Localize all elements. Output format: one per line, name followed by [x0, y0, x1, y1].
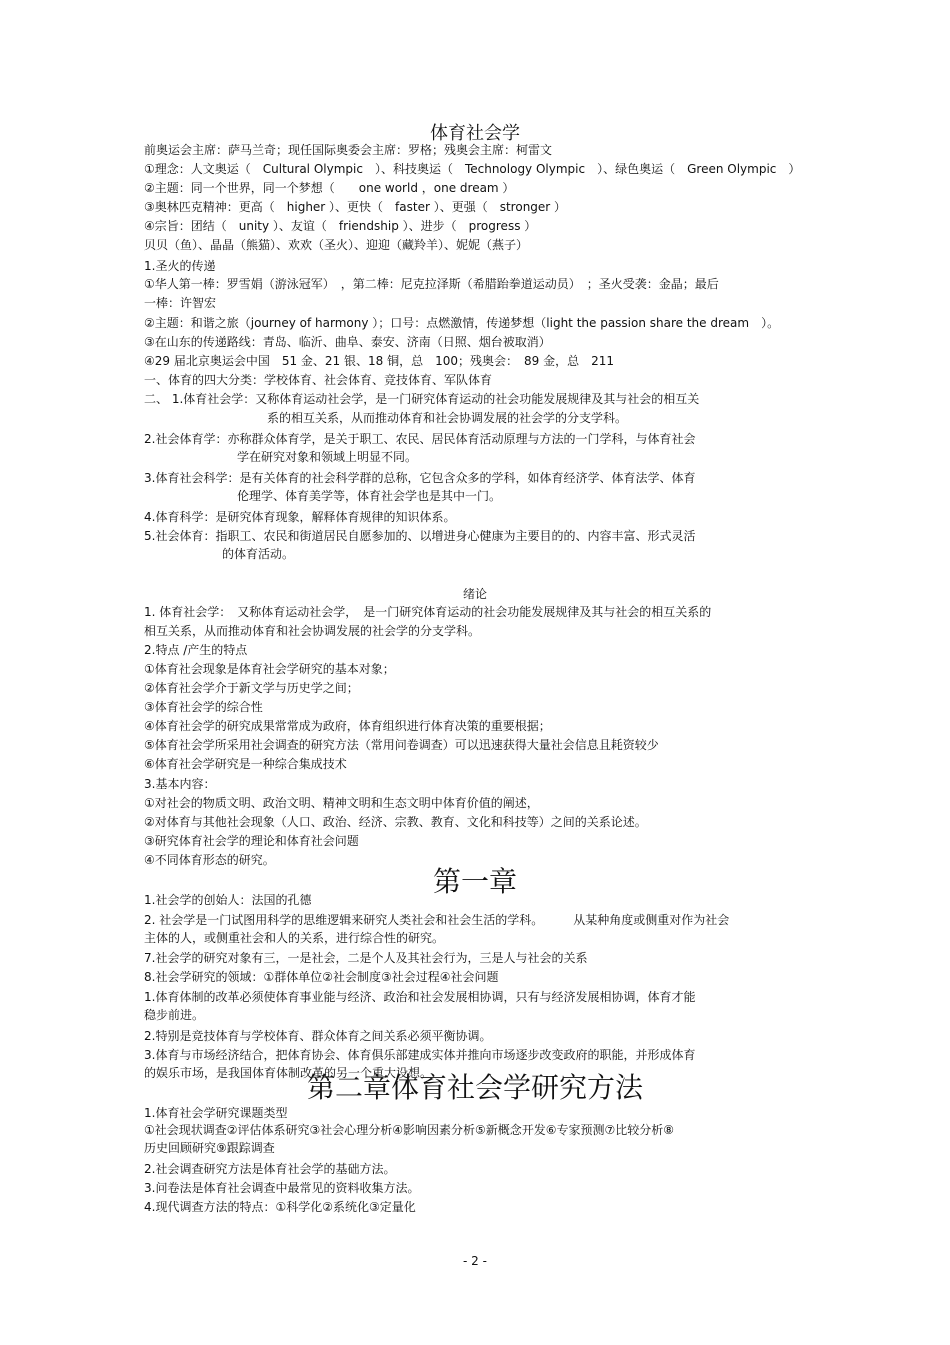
- text-line: 相互关系，从而推动体育和社会协调发展的社会学的分支学科。: [144, 624, 481, 638]
- text-line: 8.社会学研究的领域：①群体单位②社会制度③社会过程④社会问题: [144, 970, 499, 984]
- text-line: 前奥运会主席：萨马兰奇；现任国际奥委会主席：罗格；残奥会主席：柯雷文: [144, 143, 553, 157]
- text-line: 一、体育的四大分类：学校体育、社会体育、竞技体育、军队体育: [144, 373, 493, 387]
- text-line: ②主题：同一个世界，同一个梦想（ one world ，one dream ）: [144, 181, 515, 195]
- text-line: ①对社会的物质文明、政治文明、精神文明和生态文明中体育价值的阐述，: [144, 796, 539, 810]
- text-line: 的娱乐市场，是我国体育体制改革的另一个重大设想。: [144, 1066, 433, 1080]
- chapter-title: 第一章: [432, 865, 517, 898]
- text-line: 伦理学、体育美学等，体育社会学也是其中一门。: [237, 489, 502, 503]
- text-line: 稳步前进。: [144, 1008, 205, 1022]
- text-line: ①理念：人文奥运（ Cultural Olympic ）、科技奥运（ Technology Olympic ）、绿色奥运（ Green Olympic ）: [144, 162, 801, 176]
- text-line: 二、 1.体育社会学：又称体育运动社会学，是一门研究体育运动的社会功能发展规律及其与社会的相互关: [144, 392, 700, 406]
- page-number: - 2 -: [463, 1254, 487, 1268]
- text-line: 4.现代调查方法的特点：①科学化②系统化③定量化: [144, 1200, 416, 1214]
- text-line: 主体的人，或侧重社会和人的关系，进行综合性的研究。: [144, 931, 445, 945]
- text-line: 5.社会体育：指职工、农民和街道居民自愿参加的、以增进身心健康为主要目的的、内容丰富、形式灵活: [144, 529, 696, 543]
- text-line: ②对体育与其他社会现象（人口、政治、经济、宗教、教育、文化和科技等）之间的关系论述。: [144, 815, 647, 829]
- text-line: 1.社会学的创始人：法国的孔德: [144, 893, 312, 907]
- text-line: 的体育活动。: [222, 547, 295, 561]
- text-line: 2.特点 /产生的特点: [144, 643, 248, 657]
- text-line: 2. 社会学是一门试图用科学的思维逻辑来研究人类社会和社会生活的学科。 从某种角度或侧重对作为社会: [144, 913, 730, 927]
- text-line: 1. 体育社会学： 又称体育运动社会学， 是一门研究体育运动的社会功能发展规律及其与社会的相互关系的: [144, 605, 712, 619]
- text-line: ①华人第一棒：罗雪娟（游泳冠军） ，第二棒：尼克拉泽斯（希腊跆拳道运动员） ；圣火受袭：金晶；最后: [144, 277, 719, 291]
- text-line: 3.问卷法是体育社会调查中最常见的资料收集方法。: [144, 1181, 420, 1195]
- text-line: 3.体育与市场经济结合，把体育协会、体育俱乐部建成实体并推向市场逐步改变政府的职能，并形成体育: [144, 1048, 696, 1062]
- text-line: ③研究体育社会学的理论和体育社会问题: [144, 834, 359, 848]
- text-line: ②体育社会学介于新文学与历史学之间；: [144, 681, 359, 695]
- text-line: 2.社会调查研究方法是体育社会学的基础方法。: [144, 1162, 396, 1176]
- text-line: 系的相互关系，从而推动体育和社会协调发展的社会学的分支学科。: [267, 411, 628, 425]
- text-line: 3.体育社会科学：是有关体育的社会科学群的总称，它包含众多的学科，如体育经济学、体育法学、体育: [144, 471, 696, 485]
- text-line: 4.体育科学：是研究体育现象，解释体育规律的知识体系。: [144, 510, 456, 524]
- text-line: ⑥体育社会学研究是一种综合集成技术: [144, 757, 347, 771]
- text-line: ④体育社会学的研究成果常常成为政府，体育组织进行体育决策的重要根据；: [144, 719, 551, 733]
- text-line: ③奥林匹克精神：更高（ higher ）、更快（ faster ）、更强（ stronger ）: [144, 200, 567, 214]
- text-line: 7.社会学的研究对象有三，一是社会，二是个人及其社会行为，三是人与社会的关系: [144, 951, 588, 965]
- text-line: 3.基本内容：: [144, 777, 216, 791]
- text-line: 1.体育社会学研究课题类型: [144, 1106, 288, 1120]
- text-line: 贝贝（鱼）、晶晶（熊猫）、欢欢（圣火）、迎迎（藏羚羊）、妮妮（燕子）: [144, 238, 529, 252]
- text-line: 2.社会体育学：亦称群众体育学，是关于职工、农民、居民体育活动原理与方法的一门学科，与体育社会: [144, 432, 696, 446]
- text-line: 2.特别是竞技体育与学校体育、群众体育之间关系必须平衡协调。: [144, 1029, 492, 1043]
- text-line: 历史回顾研究⑨跟踪调查: [144, 1141, 275, 1155]
- text-line: 学在研究对象和领域上明显不同。: [237, 450, 418, 464]
- text-line: ①社会现状调查②评估体系研究③社会心理分析④影响因素分析⑤新概念开发⑥专家预测⑦比较分析⑧: [144, 1123, 675, 1137]
- text-line: ③体育社会学的综合性: [144, 700, 263, 714]
- text-line: ④宗旨：团结（ unity ）、友谊（ friendship ）、进步（ progress ）: [144, 219, 537, 233]
- text-line: 1.体育体制的改革必须使体育事业能与经济、政治和社会发展相协调，只有与经济发展相协调，体育才能: [144, 990, 696, 1004]
- text-line: ③在山东的传递路线：青岛、临沂、曲阜、泰安、济南（日照、烟台被取消）: [144, 335, 551, 349]
- text-line: ④29 届北京奥运会中国 51 金、21 银、18 铜，总 100；残奥会： 89 金，总 211: [144, 354, 614, 368]
- document-title: 体育社会学: [430, 123, 520, 144]
- text-line: 一棒：许智宏: [144, 296, 217, 310]
- chapter-title: 第二章体育社会学研究方法: [306, 1071, 643, 1104]
- text-line: ⑤体育社会学所采用社会调查的研究方法（常用问卷调查）可以迅速获得大量社会信息且耗资较少: [144, 738, 659, 752]
- text-line: ②主题：和谐之旅（journey of harmony ）；口号：点燃激情，传递梦想（light the passion share the dream ）。: [144, 316, 780, 330]
- text-line: ①体育社会现象是体育社会学研究的基本对象；: [144, 662, 395, 676]
- text-line: 1.圣火的传递: [144, 259, 216, 273]
- section-heading: 绪论: [462, 587, 487, 601]
- text-line: ④不同体育形态的研究。: [144, 853, 275, 867]
